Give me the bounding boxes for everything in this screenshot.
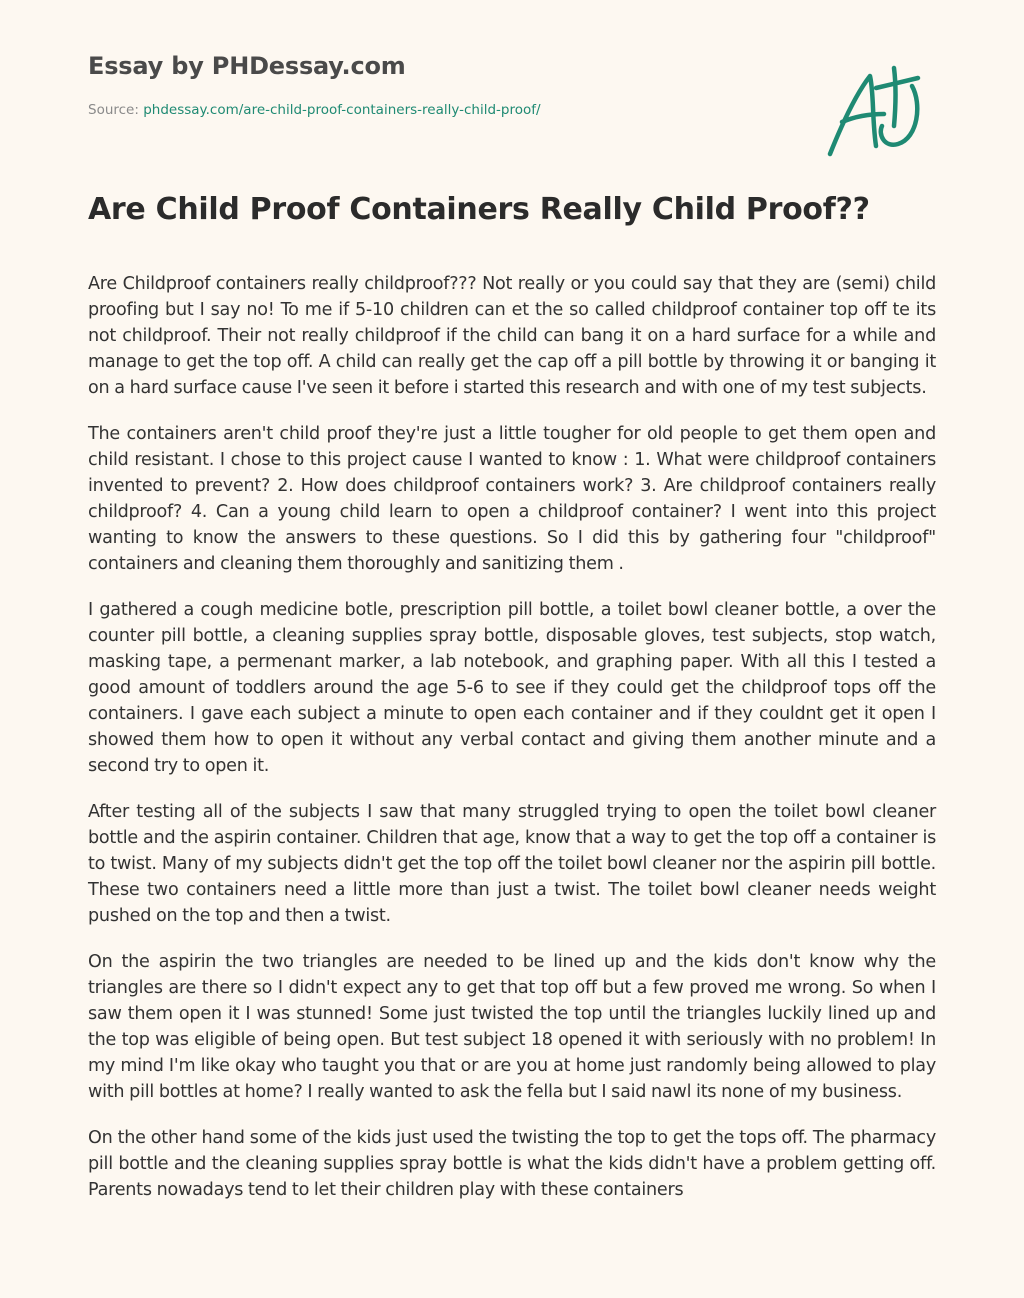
- paragraph: On the aspirin the two triangles are needed to be lined up and the kids don't know why the triangles are there so I didn't expect any to get that top off but a few proved me wrong. So when I saw them open it I was stunned! Some just twisted the top until the triangles luckily lined up and the top was eligible of being open. But test subject 18 opened it with seriously with no problem! In my mind I'm like okay who taught you that or are you at home just randomly being allowed to play with pill bottles at home? I really wanted to ask the fella but I said nawl its none of my business.: [88, 952, 936, 1102]
- source-line: [88, 102, 541, 118]
- paragraph: After testing all of the subjects I saw that many struggled trying to open the toilet bowl cleaner bottle and the aspirin container. Children that age, know that a way to get the top off a container is to twist. Many of my subjects didn't get the top off the toilet bowl cleaner nor the aspirin pill bottle. These two containers need a little more than just a twist. The toilet bowl cleaner needs weight pushed on the top and then a twist.: [88, 802, 936, 926]
- paragraph: I gathered a cough medicine botle, prescription pill bottle, a toilet bowl cleaner bottle, a over the counter pill bottle, a cleaning supplies spray bottle, disposable gloves, test subjects, stop watch, masking tape, a permenant marker, a lab notebook, and graphing paper. With all this I tested a good amount of toddlers around the age 5-6 to see if they could get the childproof tops off the containers. I gave each subject a minute to open each container and if they couldnt get it open I showed them how to open it without any verbal contact and giving them another minute and a second try to open it.: [88, 600, 936, 776]
- paragraph: The containers aren't child proof they're just a little tougher for old people to get them open and child resistant. I chose to this project cause I wanted to know : 1. What were childproof containers invented to prevent? 2. How does childproof containers work? 3. Are childproof containers really childproof? 4. Can a young child learn to open a childproof container? I went into this project wanting to know the answers to these questions. So I did this by gathering four "childproof" containers and cleaning them thoroughly and sanitizing them .: [88, 424, 936, 574]
- site-brand: Essay by PHDessay.com: [88, 52, 406, 80]
- source-label: Source:: [88, 102, 139, 118]
- source-link[interactable]: phdessay.com/are-child-proof-containers-really-child-proof/: [143, 102, 541, 118]
- paragraph: On the other hand some of the kids just used the twisting the top to get the tops off. The pharmacy pill bottle and the cleaning supplies spray bottle is what the kids didn't have a problem getting off. Parents nowadays tend to let their children play with these containers: [88, 1128, 936, 1200]
- essay-body: [88, 271, 936, 1223]
- essay-title: Are Child Proof Containers Really Child Proof??: [88, 192, 870, 227]
- a-plus-logo-icon: [822, 64, 926, 160]
- paragraph: Are Childproof containers really childproof??? Not really or you could say that they are (semi) child proofing but I say no! To me if 5-10 children can et the so called childproof container top off te its not childproof. Their not really childproof if the child can bang it on a hard surface for a while and manage to get the top off. A child can really get the cap off a pill bottle by throwing it or banging it on a hard surface cause I've seen it before i started this research and with one of my test subjects.: [88, 274, 936, 398]
